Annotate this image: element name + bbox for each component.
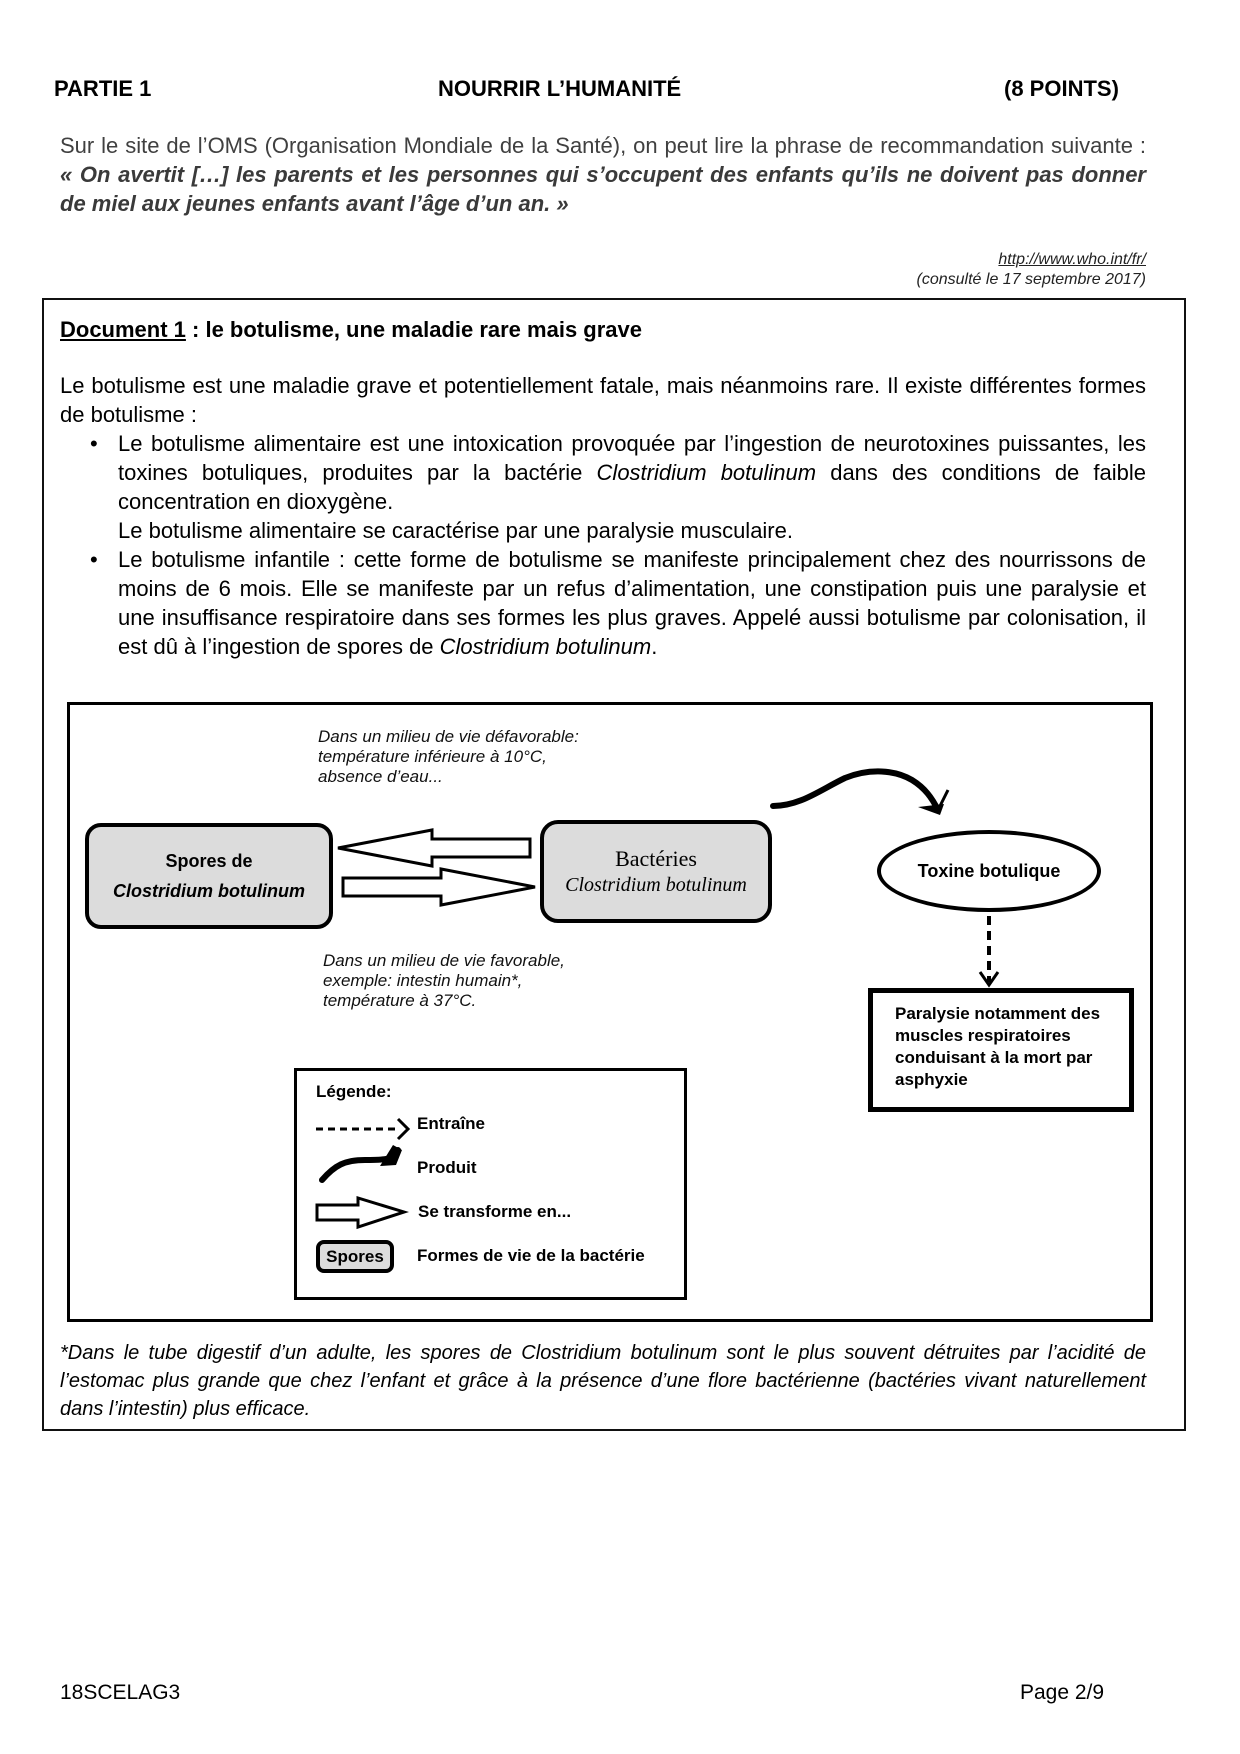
bullet-icon: • (90, 431, 98, 456)
bacteria-box: Bactéries Clostridium botulinum (540, 820, 772, 923)
page-number: Page 2/9 (1020, 1681, 1105, 1704)
part-title: NOURRIR L’HUMANITÉ (438, 76, 682, 101)
exam-code: 18SCELAG3 (60, 1681, 181, 1704)
hollow-arrow-icon (317, 1198, 404, 1227)
curved-arrow-icon (322, 1145, 402, 1180)
bullet-icon: • (90, 547, 98, 572)
document-intro: Le botulisme est une maladie grave et potentiellement fatale, mais néanmoins rare. Il existe différentes formes de botulisme : (60, 373, 1146, 427)
source-link[interactable]: http://www.who.int/fr/ (998, 251, 1146, 268)
legend-produit: Produit (417, 1158, 477, 1177)
list-item: • Le botulisme infantile : cette forme de botulisme se manifeste principalement chez des nourrissons de moins de 6 mois. Elle se manifeste par un refus d’alimentation, une constipation puis une paralysie et une insuffisance respiratoire dans ses formes les plus graves. Appelé aussi botulisme par colonisation, il est dû à l’ingestion de spores de Clostridium botulinum. (90, 547, 1146, 659)
part-points: (8 POINTS) (1004, 76, 1119, 101)
toxin-ellipse: Toxine botulique (877, 830, 1101, 912)
legend-transforme: Se transforme en... (418, 1202, 572, 1221)
who-quote: « On avertit […] les parents et les personnes qui s’occupent des enfants qu’ils ne doivent pas donner de miel aux jeunes enfants avant l’âge d’un an. » (60, 162, 1146, 216)
dashed-arrow-icon (316, 1119, 408, 1139)
bullet-extra: Le botulisme alimentaire se caractérise par une paralysie musculaire. (118, 518, 793, 543)
intro-text: Sur le site de l’OMS (Organisation Mondiale de la Santé), on peut lire la phrase de recommandation suivante : (60, 133, 1146, 158)
legend-spores-chip: Spores (316, 1240, 394, 1273)
effect-box: Paralysie notamment des muscles respiratoires conduisant à la mort par asphyxie (868, 988, 1134, 1112)
source-date: (consulté le 17 septembre 2017) (916, 271, 1146, 288)
list-item: • Le botulisme alimentaire est une intoxication provoquée par l’ingestion de neurotoxines puissantes, les toxines botuliques, produites par la bactérie Clostridium botulinum dans des conditions de faible concentration en dioxygène. Le botulisme alimentaire se caractérise par une paralysie musculaire. (90, 431, 1147, 543)
legend-formes: Formes de vie de la bactérie (417, 1246, 645, 1265)
spores-box: Spores de Clostridium botulinum (85, 823, 333, 929)
part-label: PARTIE 1 (54, 76, 152, 101)
footnote: *Dans le tube digestif d’un adulte, les spores de Clostridium botulinum sont le plus souvent détruites par l’acidité de l’estomac plus grande que chez l’enfant et grâce à la présence d’une flore bactérienne (bactéries vivant naturellement dans l’intestin) plus efficace. (60, 1342, 1146, 1420)
note-unfavorable: Dans un milieu de vie défavorable: température inférieure à 10°C, absence d’eau... (318, 727, 579, 786)
document-label: Document 1 (60, 317, 186, 342)
note-favorable: Dans un milieu de vie favorable, exemple: intestin humain*, température à 37°C. (323, 951, 565, 1010)
document-heading: : le botulisme, une maladie rare mais grave (185, 317, 642, 342)
legend-entraine: Entraîne (417, 1114, 486, 1133)
legend-title: Légende: (316, 1082, 392, 1101)
